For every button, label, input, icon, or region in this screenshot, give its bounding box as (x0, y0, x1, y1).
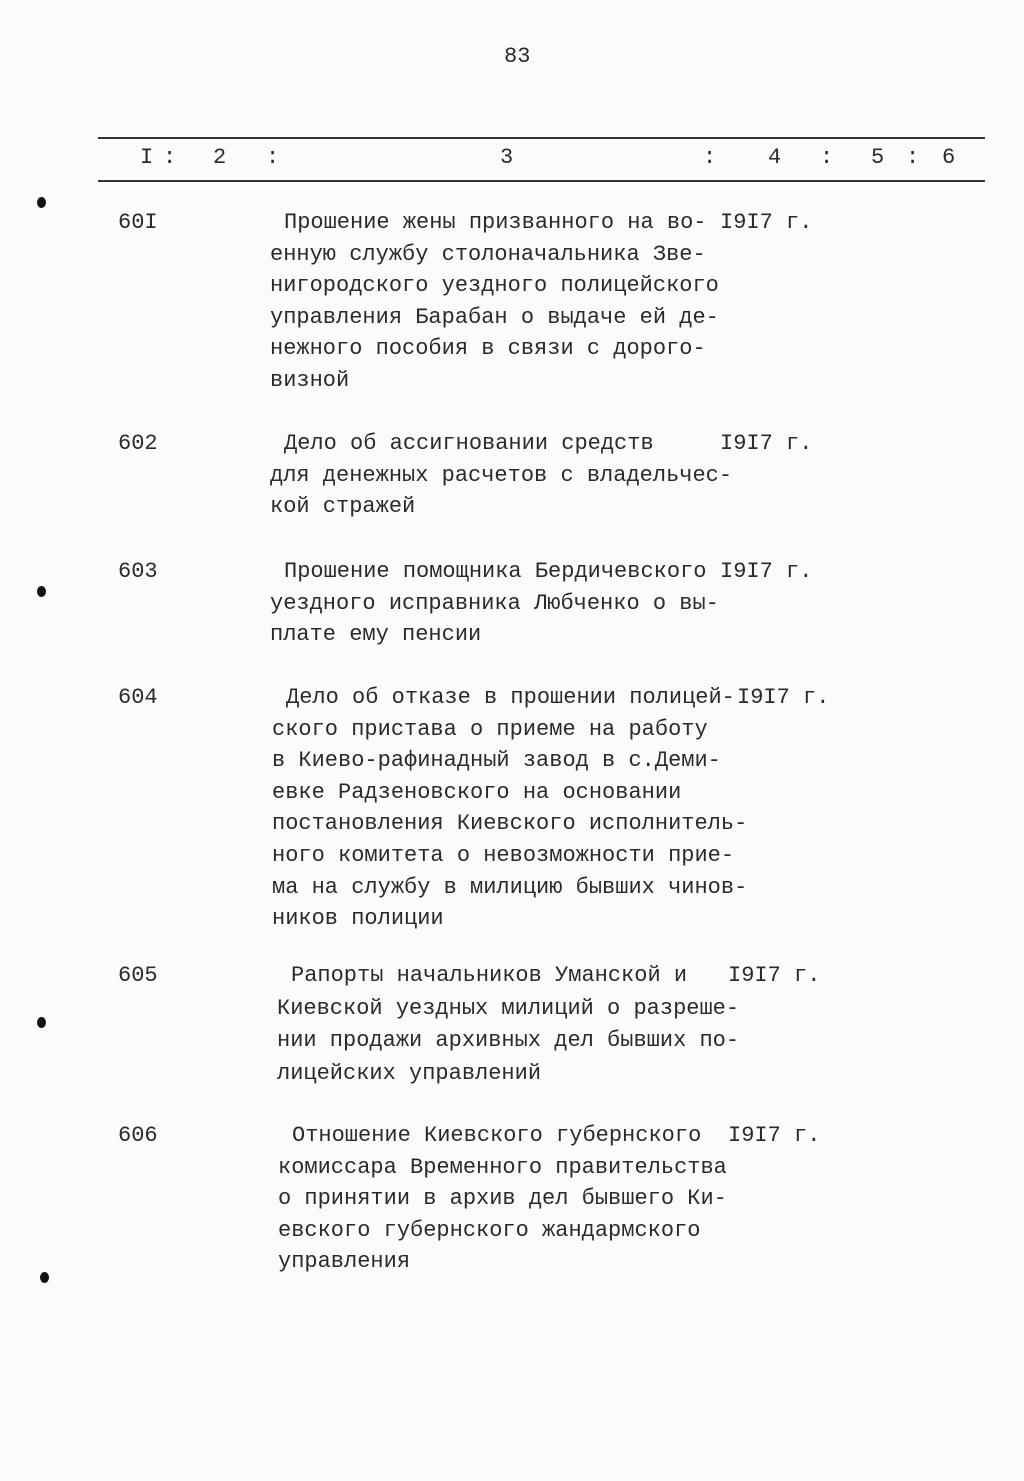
header-rule-bottom (98, 180, 985, 182)
column-separator: : (163, 145, 177, 170)
description-line: уездного исправника Любченко о вы- (270, 590, 719, 616)
description-line: Прошение помощника Бердичевского (284, 559, 707, 584)
description-line: Дело об ассигновании средств (284, 431, 654, 456)
entry-number: 60I (118, 210, 158, 235)
description-line: лицейских управлений (277, 1060, 542, 1086)
description-line: ников полиции (272, 906, 444, 932)
description-line: Рапорты начальников Уманской и (291, 963, 688, 988)
description-line: управления Барабан о выдаче ей де- (270, 304, 719, 330)
description-line: енную службу столоначальника Зве- (270, 241, 706, 267)
entry-year: I9I7 г. (737, 685, 830, 710)
description-line: кой стражей (270, 494, 416, 520)
page-number: 83 (504, 44, 531, 69)
punch-hole-mark (37, 586, 46, 597)
entry-description (270, 428, 740, 523)
column-header-2: 2 (213, 145, 227, 170)
description-line: ского пристава о приеме на работу (272, 716, 708, 742)
punch-hole-mark (37, 197, 46, 208)
entry-year: I9I7 г. (728, 1123, 821, 1148)
description-line: ма на службу в милицию бывших чинов- (272, 874, 748, 900)
punch-hole-mark (40, 1272, 49, 1283)
entry-description (270, 207, 740, 397)
column-header-3: 3 (500, 145, 514, 170)
description-line: плате ему пенсии (270, 622, 482, 648)
description-line: для денежных расчетов с владельчес- (270, 462, 733, 488)
entry-year: I9I7 г. (720, 210, 813, 235)
description-line: евского губернского жандармского (278, 1217, 701, 1243)
column-header-5: 5 (871, 145, 885, 170)
description-line: о принятии в архив дел бывшего Ки- (278, 1186, 727, 1212)
column-separator: : (820, 145, 834, 170)
description-line: в Киево-рафинадный завод в с.Деми- (272, 748, 721, 774)
header-rule-top (98, 137, 985, 139)
description-line: постановления Киевского исполнитель- (272, 811, 748, 837)
column-separator: : (906, 145, 920, 170)
description-line: нии продажи архивных дел бывших по- (277, 1028, 740, 1053)
punch-hole-mark (37, 1017, 46, 1028)
entry-description (278, 1120, 748, 1278)
entry-description (272, 682, 748, 935)
description-line: визной (270, 367, 350, 393)
entry-number: 605 (118, 963, 158, 988)
description-line: евке Радзеновского на основании (272, 779, 682, 805)
entry-year: I9I7 г. (720, 431, 813, 456)
description-line: Киевской уездных милиций о разреше- (277, 995, 740, 1021)
description-line: комиссара Временного правительства (278, 1154, 727, 1180)
column-separator: : (266, 145, 280, 170)
description-line: нигородского уездного полицейского (270, 273, 719, 299)
entry-number: 603 (118, 559, 158, 584)
description-line: Прошение жены призванного на во- (284, 210, 707, 235)
description-line: управления (278, 1249, 411, 1275)
description-line: нежного пособия в связи с дорого- (270, 336, 706, 362)
description-line: Дело об отказе в прошении полицей- (286, 685, 735, 710)
column-header-6: 6 (942, 145, 956, 170)
entry-description (270, 556, 740, 651)
description-line: Отношение Киевского губернского (292, 1123, 702, 1148)
entry-year: I9I7 г. (728, 963, 821, 988)
column-header-4: 4 (768, 145, 782, 170)
column-header-1: I (140, 145, 154, 170)
column-separator: : (703, 145, 717, 170)
entry-number: 606 (118, 1123, 158, 1148)
entry-year: I9I7 г. (720, 559, 813, 584)
entry-number: 604 (118, 685, 158, 710)
entry-number: 602 (118, 431, 158, 456)
description-line: ного комитета о невозможности прие- (272, 842, 735, 868)
entry-description (277, 960, 747, 1090)
